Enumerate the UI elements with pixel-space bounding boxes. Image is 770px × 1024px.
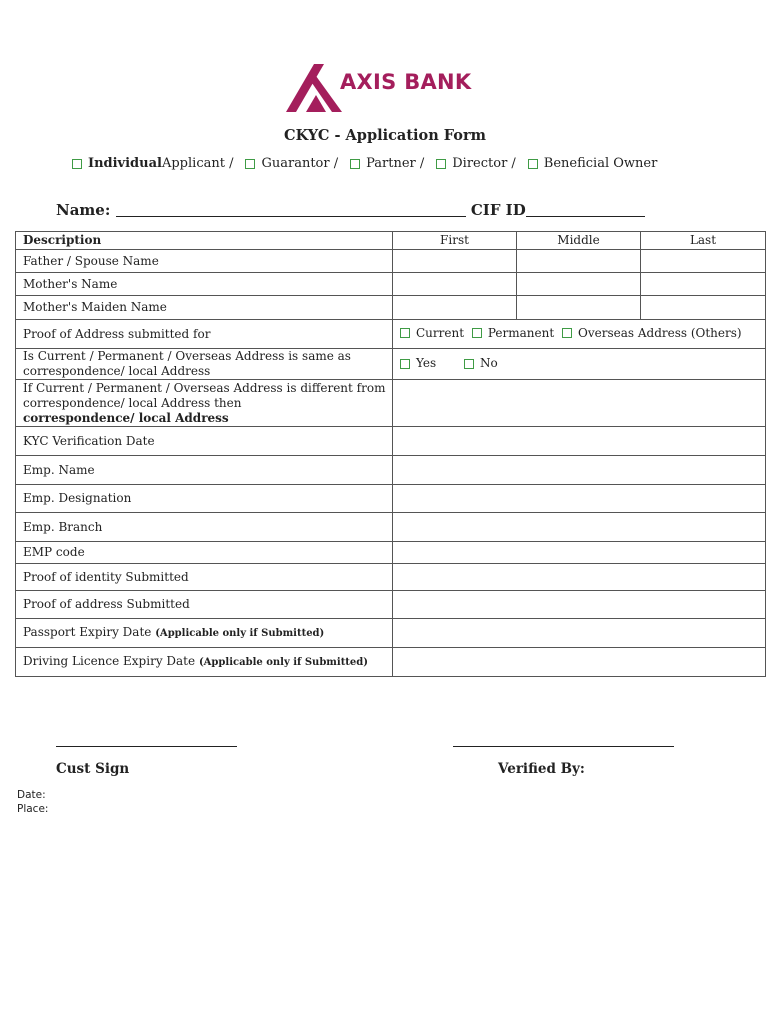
- applicant-role-selector: [72, 156, 669, 171]
- maiden-middle-field[interactable]: [517, 296, 641, 320]
- checkbox-icon[interactable]: [528, 159, 538, 169]
- option-current[interactable]: [400, 326, 464, 341]
- row-label: KYC Verification Date: [16, 427, 393, 456]
- row-label: Proof of Address submitted for: [16, 320, 393, 349]
- row-label: Mother's Name: [16, 273, 393, 296]
- header-first: First: [393, 232, 517, 250]
- row-label-different-address: [16, 380, 393, 427]
- logo-text: AXIS BANK: [340, 70, 472, 94]
- checkbox-icon[interactable]: [436, 159, 446, 169]
- table-row: [16, 564, 766, 591]
- role-director[interactable]: [436, 156, 516, 171]
- mother-last-field[interactable]: [641, 273, 766, 296]
- option-no[interactable]: [464, 356, 498, 371]
- father-first-field[interactable]: [393, 250, 517, 273]
- maiden-first-field[interactable]: [393, 296, 517, 320]
- table-row: [16, 250, 766, 273]
- form-title: CKYC - Application Form: [284, 127, 486, 144]
- emp-name-field[interactable]: [393, 456, 766, 485]
- row-label: Father / Spouse Name: [16, 250, 393, 273]
- row-label: Emp. Name: [16, 456, 393, 485]
- cif-label: CIF ID: [470, 201, 526, 219]
- mother-middle-field[interactable]: [517, 273, 641, 296]
- emp-designation-field[interactable]: [393, 485, 766, 513]
- role-label: Beneficial Owner: [543, 156, 658, 171]
- option-label: Permanent: [487, 325, 555, 340]
- table-row: [16, 427, 766, 456]
- option-overseas[interactable]: [562, 326, 742, 341]
- axis-bank-logo: [286, 62, 476, 114]
- option-label: No: [479, 356, 498, 370]
- place-label: Place:: [17, 803, 49, 815]
- option-label: Current: [416, 325, 465, 340]
- role-label: Partner /: [366, 156, 425, 171]
- header-description: Description: [16, 232, 393, 250]
- kyc-table: [15, 231, 766, 677]
- row-label: Emp. Designation: [16, 485, 393, 513]
- mother-first-field[interactable]: [393, 273, 517, 296]
- passport-expiry-field[interactable]: [393, 619, 766, 648]
- table-row: [16, 619, 766, 648]
- table-row: [16, 513, 766, 542]
- correspondence-address-field[interactable]: [393, 380, 766, 427]
- role-label: Guarantor /: [261, 156, 339, 171]
- row-label: Is Current / Permanent / Overseas Address is same as correspondence/ local Address: [16, 349, 393, 380]
- table-row: [16, 320, 766, 349]
- name-field[interactable]: [116, 216, 466, 217]
- row-label: Proof of identity Submitted: [16, 564, 393, 591]
- row-label-bold: correspondence/ local Address: [23, 410, 229, 425]
- verified-by-line[interactable]: [453, 746, 674, 747]
- row-label-licence: [16, 648, 393, 677]
- role-beneficial-owner[interactable]: [528, 156, 658, 171]
- table-row: [16, 456, 766, 485]
- axis-logo-icon: [286, 62, 342, 114]
- address-type-options: [393, 320, 766, 349]
- father-last-field[interactable]: [641, 250, 766, 273]
- table-row: [16, 591, 766, 619]
- checkbox-icon[interactable]: [400, 328, 410, 338]
- role-label-bold: Individual: [88, 156, 162, 171]
- row-label: If Current / Permanent / Overseas Address is different from correspondence/ local Address then: [23, 380, 386, 410]
- role-label: Director /: [452, 156, 516, 171]
- option-permanent[interactable]: [472, 326, 554, 341]
- header-middle: Middle: [517, 232, 641, 250]
- father-middle-field[interactable]: [517, 250, 641, 273]
- kyc-date-field[interactable]: [393, 427, 766, 456]
- option-label: Yes: [416, 356, 437, 370]
- row-label: Proof of address Submitted: [16, 591, 393, 619]
- maiden-last-field[interactable]: [641, 296, 766, 320]
- row-label: Passport Expiry Date: [23, 625, 152, 639]
- header-last: Last: [641, 232, 766, 250]
- row-label: Driving Licence Expiry Date: [23, 654, 196, 668]
- licence-expiry-field[interactable]: [393, 648, 766, 677]
- cif-field[interactable]: [526, 216, 645, 217]
- table-row: [16, 296, 766, 320]
- checkbox-icon[interactable]: [472, 328, 482, 338]
- row-label-passport: [16, 619, 393, 648]
- proof-identity-field[interactable]: [393, 564, 766, 591]
- proof-address-field[interactable]: [393, 591, 766, 619]
- cust-sign-label: Cust Sign: [56, 761, 130, 777]
- checkbox-icon[interactable]: [400, 359, 410, 369]
- row-label: Emp. Branch: [16, 513, 393, 542]
- name-cif-line: [56, 201, 645, 219]
- row-label: EMP code: [16, 542, 393, 564]
- cust-sign-line[interactable]: [56, 746, 237, 747]
- checkbox-icon[interactable]: [562, 328, 572, 338]
- checkbox-icon[interactable]: [350, 159, 360, 169]
- table-row: [16, 273, 766, 296]
- yes-no-options: [393, 349, 766, 380]
- table-header-row: [16, 232, 766, 250]
- role-partner[interactable]: [350, 156, 424, 171]
- emp-code-field[interactable]: [393, 542, 766, 564]
- applicable-note: (Applicable only if Submitted): [155, 628, 325, 639]
- table-row: [16, 485, 766, 513]
- emp-branch-field[interactable]: [393, 513, 766, 542]
- table-row: [16, 648, 766, 677]
- option-yes[interactable]: [400, 356, 436, 371]
- checkbox-icon[interactable]: [72, 159, 82, 169]
- checkbox-icon[interactable]: [245, 159, 255, 169]
- applicable-note: (Applicable only if Submitted): [198, 657, 369, 668]
- date-label: Date:: [17, 789, 46, 801]
- row-label: Mother's Maiden Name: [16, 296, 393, 320]
- table-row: [16, 542, 766, 564]
- role-label: Applicant /: [161, 156, 234, 171]
- checkbox-icon[interactable]: [464, 359, 474, 369]
- verified-by-label: Verified By:: [498, 761, 585, 777]
- table-row: [16, 349, 766, 380]
- role-guarantor[interactable]: [245, 156, 338, 171]
- role-individual[interactable]: [72, 156, 233, 171]
- table-row: [16, 380, 766, 427]
- name-label: Name:: [56, 201, 111, 219]
- option-label: Overseas Address (Others): [578, 325, 742, 340]
